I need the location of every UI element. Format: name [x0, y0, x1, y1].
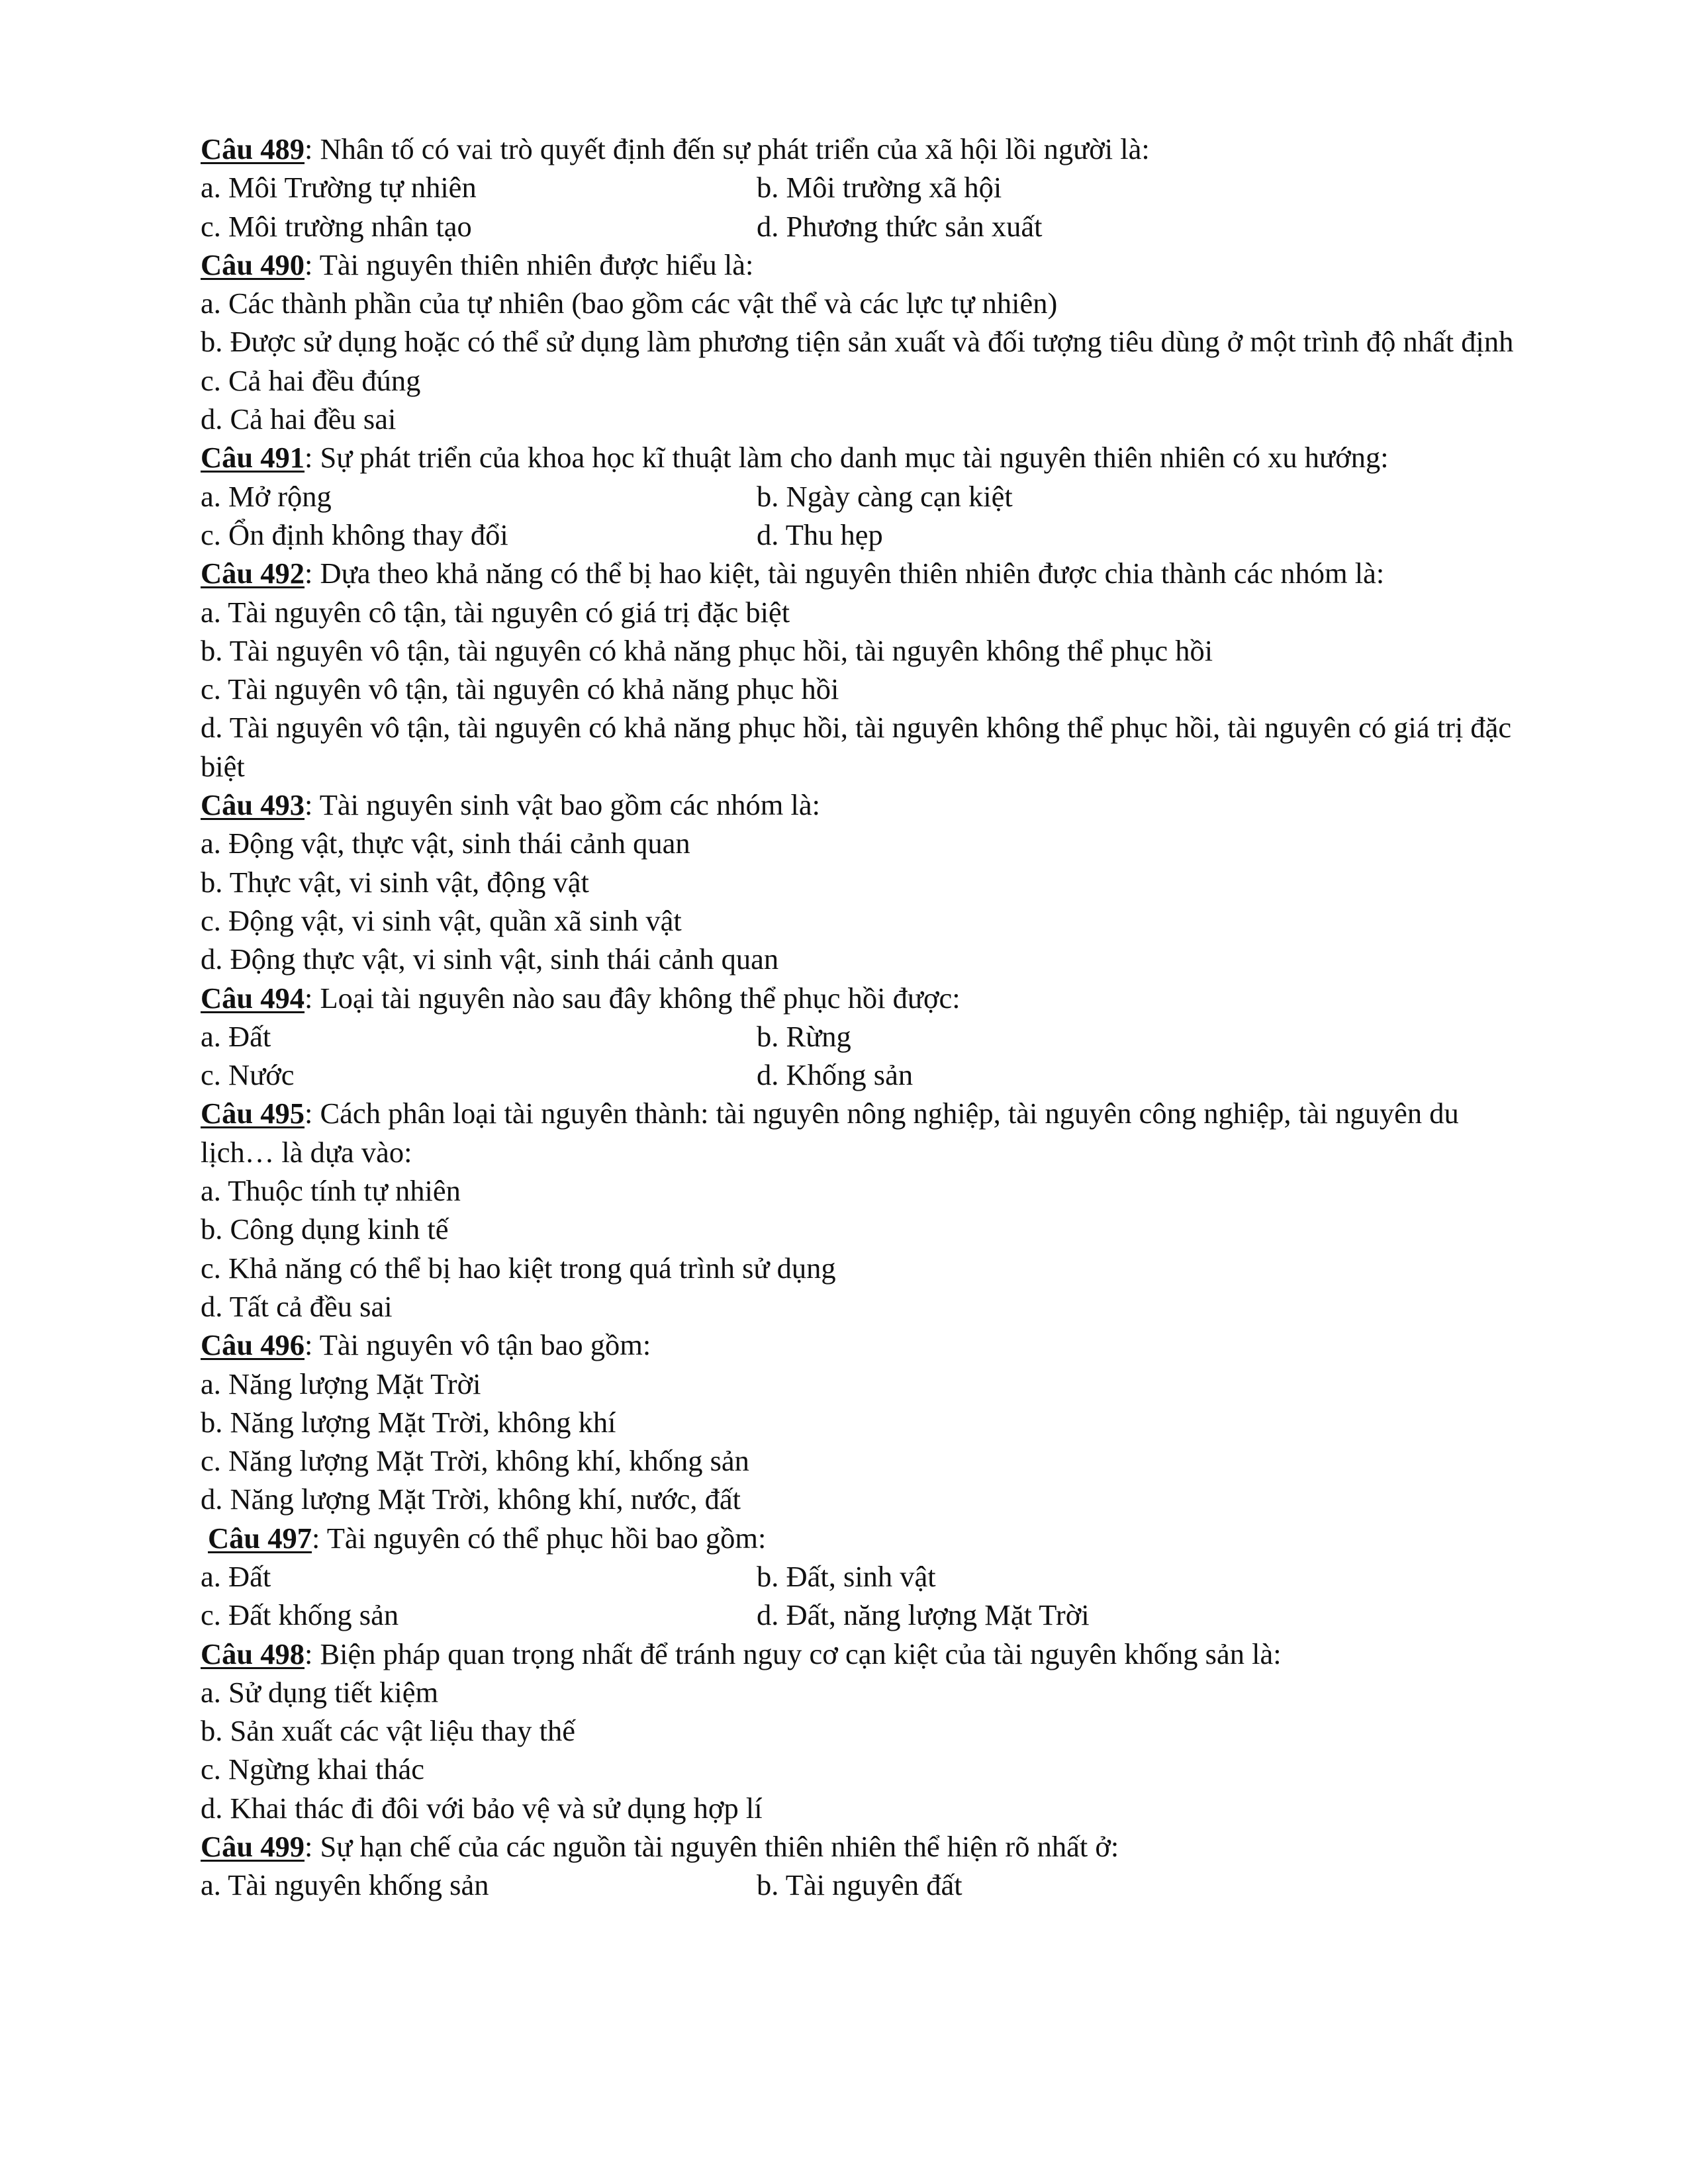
- answer-option: a. Sử dụng tiết kiệm: [201, 1675, 439, 1709]
- answer-row: [201, 477, 1518, 516]
- answer-option: a. Năng lượng Mặt Trời: [201, 1367, 481, 1400]
- answer-option: c. Tài nguyên vô tận, tài nguyên có khả năng phục hồi: [201, 672, 839, 706]
- question-stem: [201, 246, 1518, 284]
- question-block: [201, 438, 1518, 554]
- question-number: Câu 493: [201, 788, 305, 822]
- question-text: : Nhân tố có vai trò quyết định đến sự phát triển của xã hội lồi người là:: [305, 132, 1150, 165]
- answer-option: a. Tài nguyên khống sản: [201, 1868, 489, 1902]
- answer-option: b. Tài nguyên vô tận, tài nguyên có khả năng phục hồi, tài nguyên không thể phục hồi: [201, 633, 1213, 667]
- question-block: [201, 786, 1518, 978]
- question-stem: [201, 1827, 1518, 1866]
- question-stem: [201, 130, 1518, 168]
- answer-row: [201, 1866, 1518, 1904]
- answer-row: [201, 1596, 1518, 1634]
- question-block: [201, 979, 1518, 1095]
- answer-option: d. Tài nguyên vô tận, tài nguyên có khả năng phục hồi, tài nguyên không thể phục hồi, tài nguyên có giá trị đặc biệt: [201, 711, 1512, 783]
- question-number: Câu 496: [201, 1328, 305, 1362]
- answer-option: d. Khai thác đi đôi với bảo vệ và sử dụng hợp lí: [201, 1791, 763, 1825]
- question-number: Câu 498: [201, 1637, 305, 1670]
- answer-option: c. Động vật, vi sinh vật, quần xã sinh vật: [201, 903, 682, 937]
- answer-option: b. Ngày càng cạn kiệt: [757, 479, 1013, 513]
- question-text: : Tài nguyên sinh vật bao gồm các nhóm là:: [305, 788, 821, 822]
- answer-row: [201, 1017, 1518, 1056]
- question-number: Câu 489: [201, 132, 305, 165]
- answer-option: c. Năng lượng Mặt Trời, không khí, khống sản: [201, 1444, 749, 1478]
- question-text: : Sự hạn chế của các nguồn tài nguyên thiên nhiên thể hiện rõ nhất ở:: [305, 1830, 1119, 1864]
- question-block: [201, 554, 1518, 786]
- question-text: : Tài nguyên có thể phục hồi bao gồm:: [312, 1521, 767, 1555]
- answer-option: b. Thực vật, vi sinh vật, động vật: [201, 865, 589, 899]
- answer-option: d. Động thực vật, vi sinh vật, sinh thái cảnh quan: [201, 942, 779, 976]
- answer-option: a. Các thành phần của tự nhiên (bao gồm các vật thể và các lực tự nhiên): [201, 287, 1058, 320]
- answer-option: b. Môi trường xã hội: [757, 171, 1002, 205]
- question-number: Câu 497: [208, 1521, 312, 1555]
- question-block: [201, 1094, 1518, 1326]
- answer-option: a. Môi Trường tự nhiên: [201, 171, 477, 205]
- answer-option: a. Đất: [201, 1019, 271, 1053]
- answer-option: a. Mở rộng: [201, 479, 332, 513]
- question-stem: [201, 1094, 1518, 1171]
- answer-row: [201, 168, 1518, 206]
- question-block: [201, 130, 1518, 246]
- question-stem: [201, 786, 1518, 824]
- question-stem: [201, 1635, 1518, 1673]
- answer-option: d. Năng lượng Mặt Trời, không khí, nước, đất: [201, 1482, 741, 1516]
- answer-row: [201, 1056, 1518, 1094]
- answer-option: c. Cả hai đều đúng: [201, 363, 421, 397]
- answer-option: b. Năng lượng Mặt Trời, không khí: [201, 1405, 616, 1439]
- question-block: [201, 1827, 1518, 1905]
- question-stem: [201, 438, 1518, 477]
- answer-row: [201, 207, 1518, 246]
- answer-option: a. Đất: [201, 1559, 271, 1593]
- answer-option: a. Thuộc tính tự nhiên: [201, 1174, 461, 1208]
- question-text: : Dựa theo khả năng có thể bị hao kiệt, tài nguyên thiên nhiên được chia thành các nhóm là:: [305, 557, 1385, 590]
- question-text: : Tài nguyên thiên nhiên được hiểu là:: [305, 248, 754, 281]
- answer-option: b. Đất, sinh vật: [757, 1559, 936, 1593]
- question-number: Câu 499: [201, 1830, 305, 1864]
- answer-option: b. Được sử dụng hoặc có thể sử dụng làm phương tiện sản xuất và đối tượng tiêu dùng ở một trình độ nhất định: [201, 325, 1514, 359]
- question-stem: [201, 554, 1518, 592]
- question-number: Câu 492: [201, 557, 305, 590]
- answer-row: [201, 1557, 1518, 1596]
- question-stem: [201, 979, 1518, 1017]
- answer-option: c. Nước: [201, 1058, 295, 1092]
- question-text: : Sự phát triển của khoa học kĩ thuật làm cho danh mục tài nguyên thiên nhiên có xu hướng:: [305, 441, 1389, 475]
- answer-option: b. Sản xuất các vật liệu thay thế: [201, 1714, 575, 1748]
- answer-option: d. Cả hai đều sai: [201, 402, 397, 436]
- question-block: [201, 1519, 1518, 1635]
- answer-option: b. Rừng: [757, 1019, 851, 1053]
- answer-option: c. Ngừng khai thác: [201, 1752, 424, 1786]
- question-text: : Biện pháp quan trọng nhất để tránh nguy cơ cạn kiệt của tài nguyên khống sản là:: [305, 1637, 1282, 1670]
- question-stem: [201, 1519, 1518, 1557]
- question-number: Câu 494: [201, 981, 305, 1015]
- answer-option: b. Công dụng kinh tế: [201, 1212, 449, 1246]
- answer-option: d. Phương thức sản xuất: [757, 209, 1043, 243]
- question-number: Câu 491: [201, 441, 305, 475]
- answer-option: d. Khống sản: [757, 1058, 914, 1092]
- answer-option: c. Khả năng có thể bị hao kiệt trong quá trình sử dụng: [201, 1251, 836, 1285]
- question-block: [201, 1635, 1518, 1827]
- question-text: : Loại tài nguyên nào sau đây không thể phục hồi được:: [305, 981, 961, 1015]
- answer-option: c. Môi trường nhân tạo: [201, 209, 472, 243]
- answer-option: c. Ổn định không thay đổi: [201, 518, 508, 551]
- answer-option: d. Tất cả đều sai: [201, 1289, 393, 1323]
- answer-option: d. Thu hẹp: [757, 518, 883, 551]
- question-text: : Cách phân loại tài nguyên thành: tài nguyên nông nghiệp, tài nguyên công nghiệp, tài nguyên du lịch… là dựa vào:: [201, 1097, 1459, 1169]
- question-text: : Tài nguyên vô tận bao gồm:: [305, 1328, 651, 1362]
- answer-option: c. Đất khống sản: [201, 1598, 399, 1632]
- answer-option: a. Tài nguyên cô tận, tài nguyên có giá trị đặc biệt: [201, 595, 790, 629]
- answer-option: d. Đất, năng lượng Mặt Trời: [757, 1598, 1090, 1632]
- answer-row: [201, 516, 1518, 554]
- answer-option: a. Động vật, thực vật, sinh thái cảnh quan: [201, 827, 690, 860]
- answer-option: b. Tài nguyên đất: [757, 1868, 962, 1902]
- question-block: [201, 1326, 1518, 1518]
- question-number: Câu 490: [201, 248, 305, 281]
- question-stem: [201, 1326, 1518, 1364]
- question-block: [201, 246, 1518, 438]
- question-list: [201, 130, 1518, 1905]
- question-number: Câu 495: [201, 1097, 305, 1130]
